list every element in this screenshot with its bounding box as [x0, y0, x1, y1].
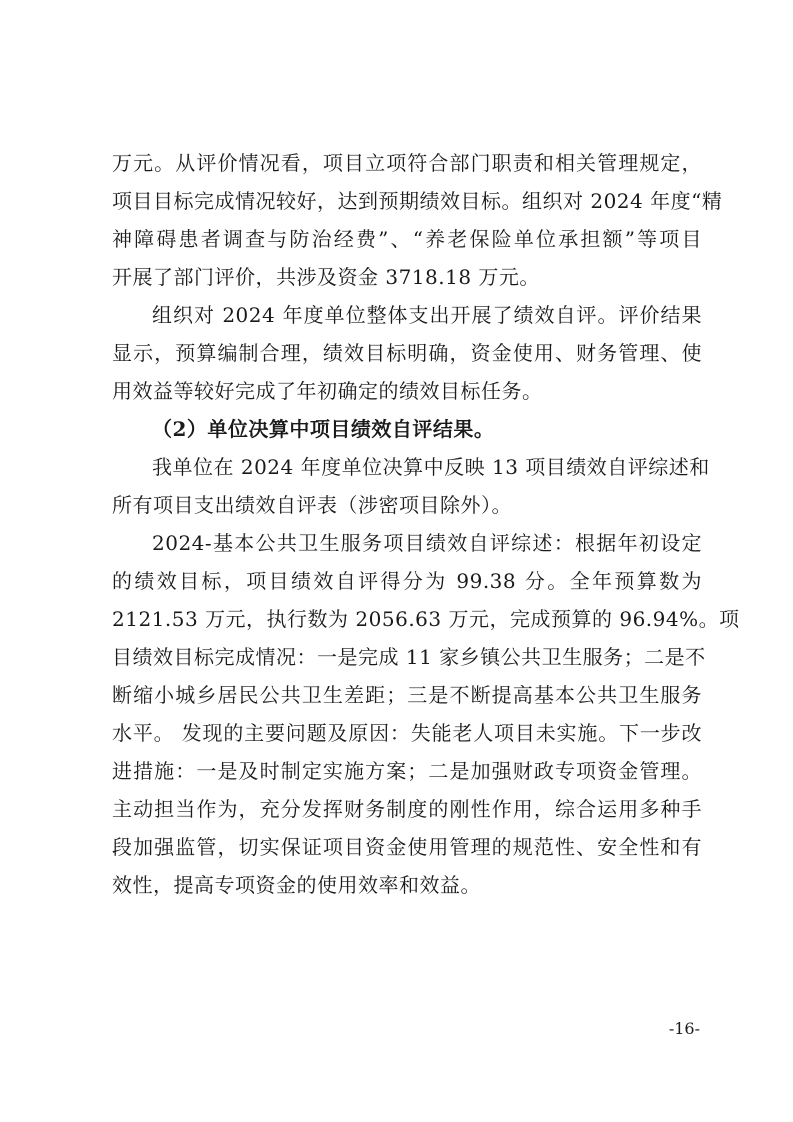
paragraph-line: 显示，预算编制合理，绩效目标明确，资金使用、财务管理、使 [112, 341, 702, 365]
paragraph-line: 用效益等较好完成了年初确定的绩效目标任务。 [112, 379, 543, 403]
paragraph-line: 目绩效目标完成情况：一是完成 11 家乡镇公共卫生服务；二是不 [112, 645, 706, 669]
section-heading: （2）单位决算中项目绩效自评结果。 [152, 417, 495, 441]
paragraph-line: 段加强监管，切实保证项目资金使用管理的规范性、安全性和有 [112, 835, 702, 859]
paragraph-line: 项目目标完成情况较好，达到预期绩效目标。组织对 2024 年度“精 [112, 189, 723, 213]
paragraph-line: 开展了部门评价，共涉及资金 3718.18 万元。 [112, 265, 540, 289]
page-number: -16- [668, 1019, 700, 1038]
paragraph-line: 2024-基本公共卫生服务项目绩效自评综述：根据年初设定 [152, 531, 702, 555]
paragraph-line: 主动担当作为，充分发挥财务制度的刚性作用，综合运用多种手 [112, 797, 702, 821]
paragraph-line: 我单位在 2024 年度单位决算中反映 13 项目绩效自评综述和 [152, 455, 710, 479]
paragraph-line: 2121.53 万元，执行数为 2056.63 万元，完成预算的 96.94%。项 [112, 607, 740, 631]
paragraph-line: 万元。从评价情况看，项目立项符合部门职责和相关管理规定， [112, 151, 702, 175]
paragraph-line: 神障碍患者调查与防治经费”、“养老保险单位承担额”等项目 [112, 227, 702, 251]
paragraph-line: 水平。 发现的主要问题及原因：失能老人项目未实施。下一步改 [112, 721, 702, 745]
paragraph-line: 断缩小城乡居民公共卫生差距；三是不断提高基本公共卫生服务 [112, 683, 702, 707]
paragraph-line: 组织对 2024 年度单位整体支出开展了绩效自评。评价结果 [152, 303, 702, 327]
paragraph-line: 效性，提高专项资金的使用效率和效益。 [112, 873, 481, 897]
paragraph-line: 进措施：一是及时制定实施方案；二是加强财政专项资金管理。 [112, 759, 702, 783]
paragraph-line: 所有项目支出绩效自评表（涉密项目除外）。 [112, 493, 512, 517]
paragraph-line: 的绩效目标，项目绩效自评得分为 99.38 分。全年预算数为 [112, 569, 702, 593]
